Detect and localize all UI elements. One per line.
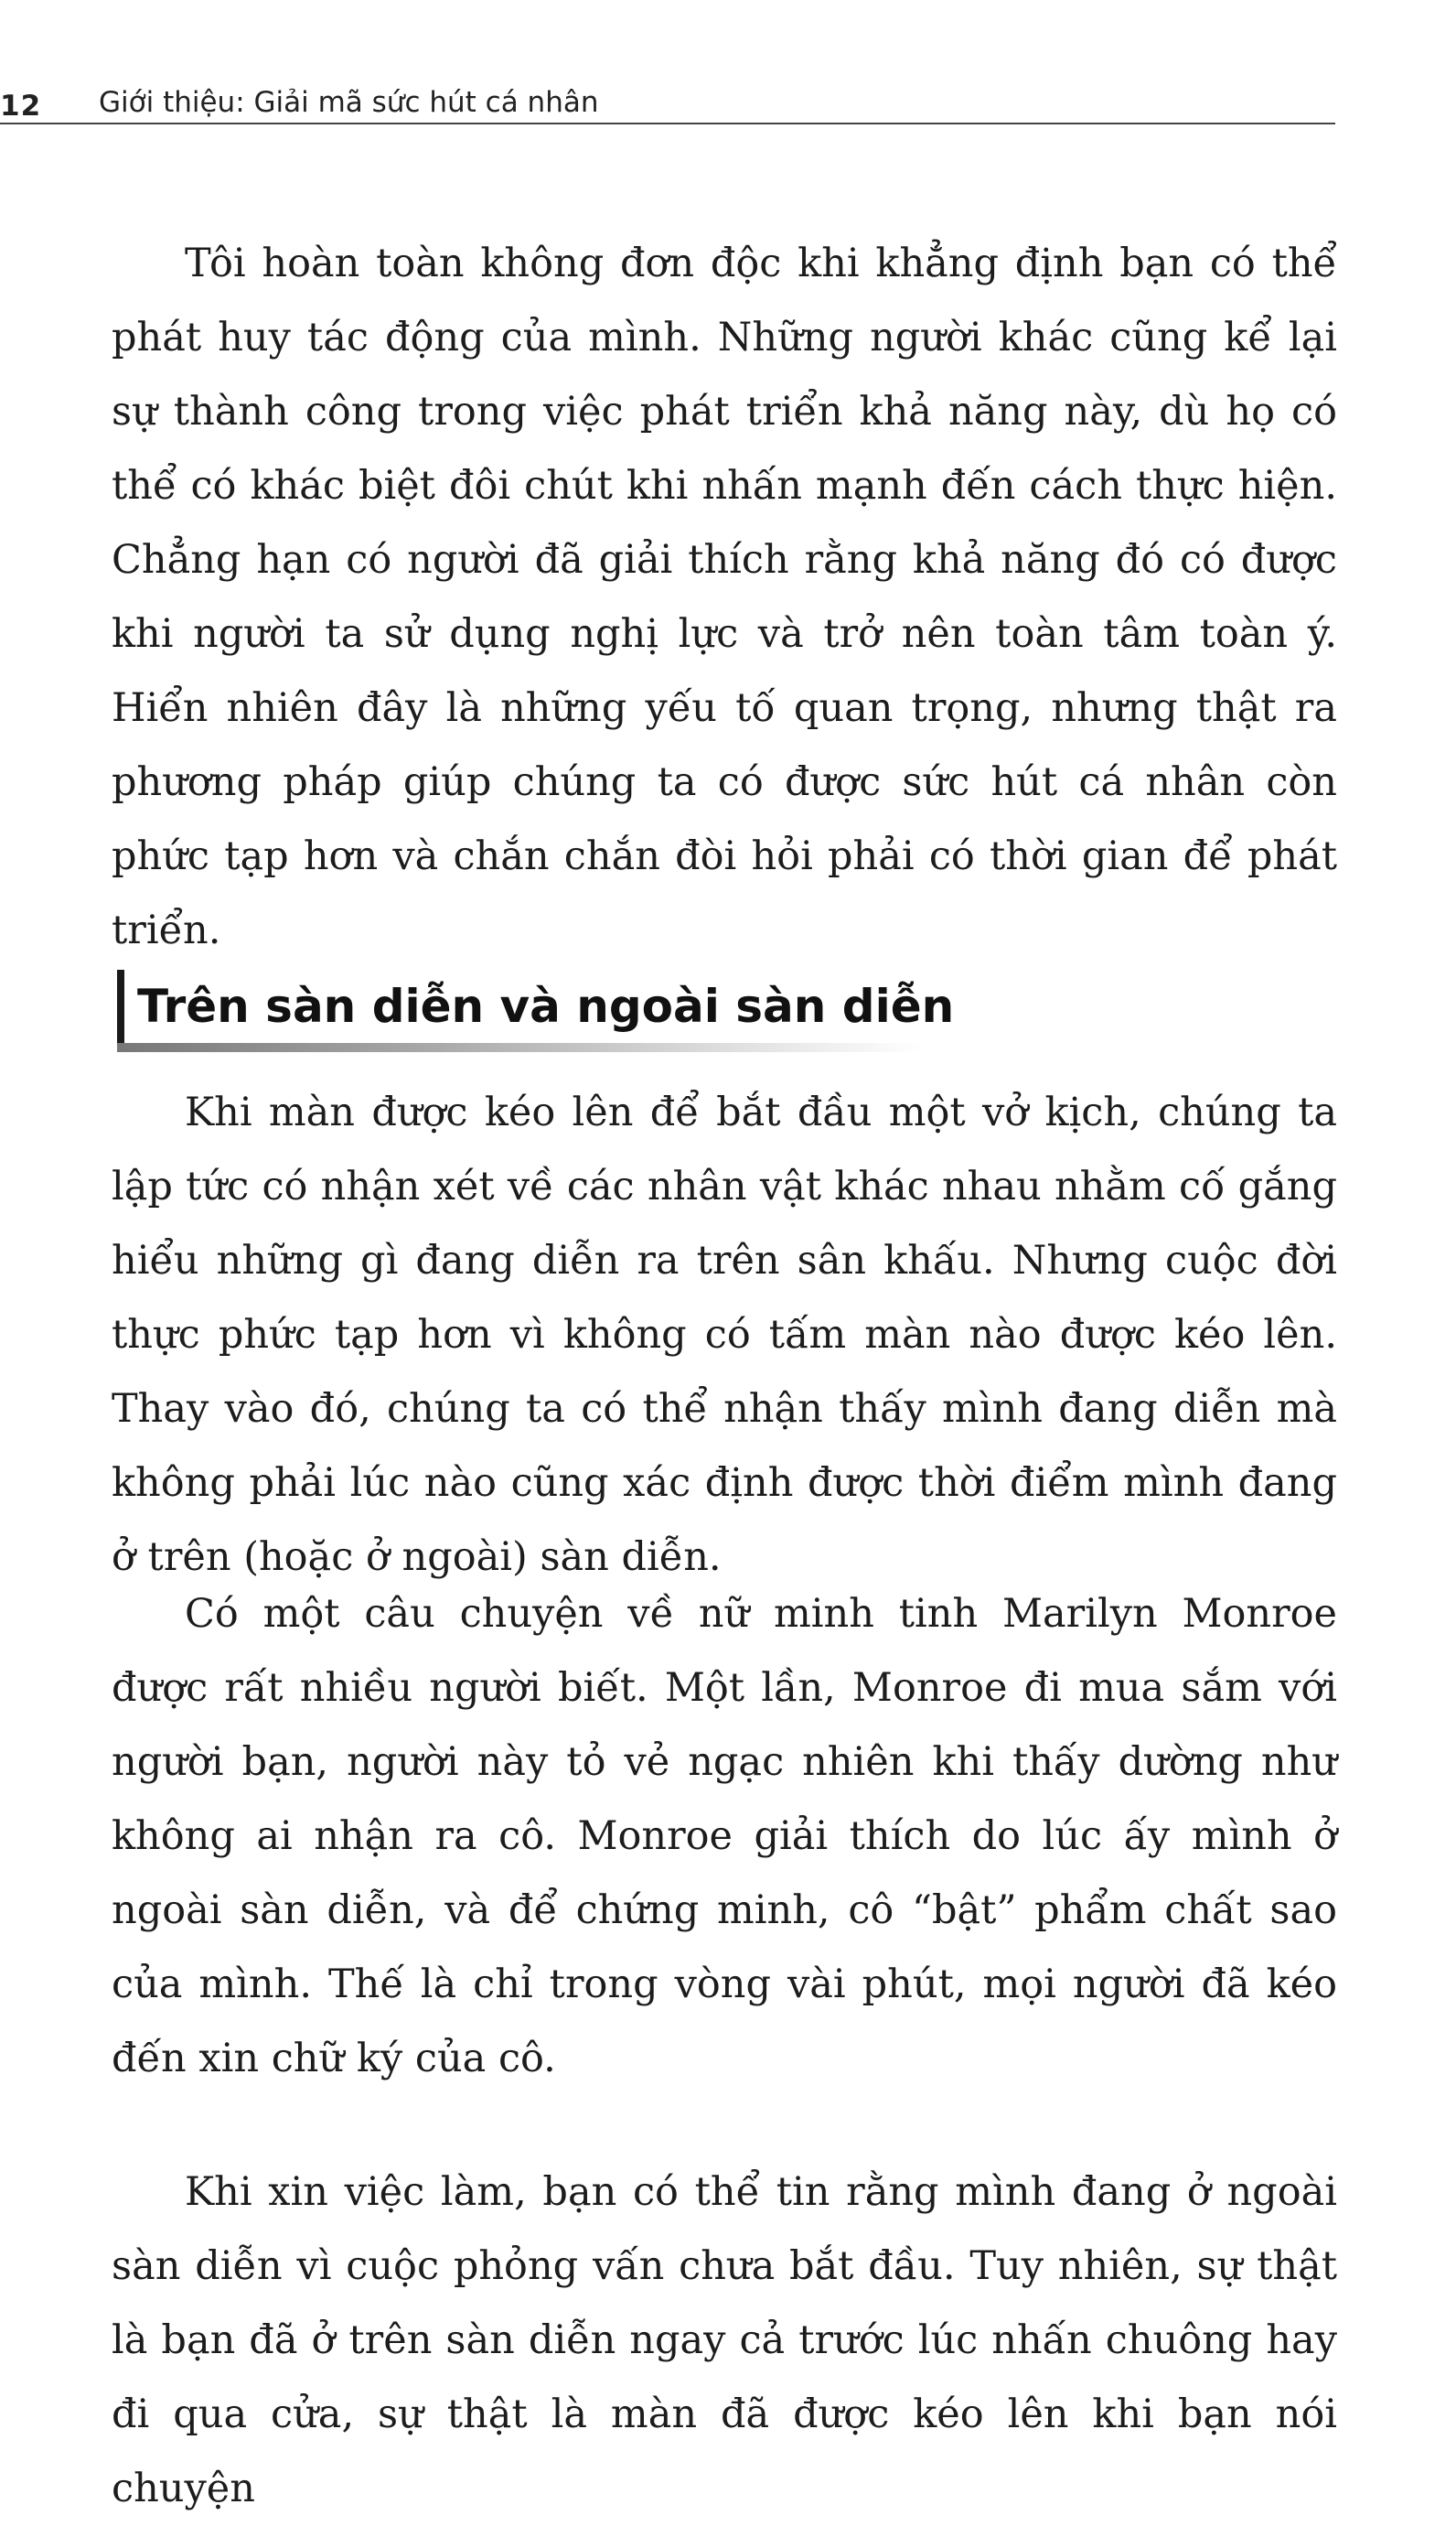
header-rule	[0, 123, 1335, 124]
job-paragraph: Khi xin việc làm, bạn có thể tin rằng mình đang ở ngoài sàn diễn vì cuộc phỏng vấn chưa bắt đầu. Tuy nhiên, sự thật là bạn đã ở trên sàn diễn ngay cả trước lúc nhấn chuông hay đi qua cửa, sự thật là màn đã được kéo lên khi bạn nói chuyện	[112, 2169, 1337, 2511]
section-heading: Trên sàn diễn và ngoài sàn diễn	[117, 970, 954, 1043]
monroe-paragraph: Có một câu chuyện về nữ minh tinh Marilyn Monroe được rất nhiều người biết. Một lần, Monroe đi mua sắm với người bạn, người này tỏ vẻ ngạc nhiên khi thấy dường như không ai nhận ra cô. Monroe giải thích do lúc ấy mình ở ngoài sàn diễn, và để chứng minh, cô “bật” phẩm chất sao của mình. Thế là chỉ trong vòng vài phút, mọi người đã kéo đến xin chữ ký của cô.	[112, 1591, 1337, 2081]
header-title: Giới thiệu: Giải mã sức hút cá nhân	[99, 86, 599, 119]
stage-paragraph: Khi màn được kéo lên để bắt đầu một vở kịch, chúng ta lập tức có nhận xét về các nhân vật khác nhau nhằm cố gắng hiểu những gì đang diễn ra trên sân khấu. Nhưng cuộc đời thực phức tạp hơn vì không có tấm màn nào được kéo lên. Thay vào đó, chúng ta có thể nhận thấy mình đang diễn mà không phải lúc nào cũng xác định được thời điểm mình đang ở trên (hoặc ở ngoài) sàn diễn.	[112, 1090, 1337, 1580]
page-number: 12	[0, 90, 42, 123]
running-header	[0, 81, 1335, 134]
intro-paragraph: Tôi hoàn toàn không đơn độc khi khẳng định bạn có thể phát huy tác động của mình. Những người khác cũng kể lại sự thành công trong việc phát triển khả năng này, dù họ có thể có khác biệt đôi chút khi nhấn mạnh đến cách thực hiện. Chẳng hạn có người đã giải thích rằng khả năng đó có được khi người ta sử dụng nghị lực và trở nên toàn tâm toàn ý. Hiển nhiên đây là những yếu tố quan trọng, nhưng thật ra phương pháp giúp chúng ta có được sức hút cá nhân còn phức tạp hơn và chắn chắn đòi hỏi phải có thời gian để phát triển.	[112, 241, 1337, 953]
heading-underline	[117, 1043, 922, 1052]
